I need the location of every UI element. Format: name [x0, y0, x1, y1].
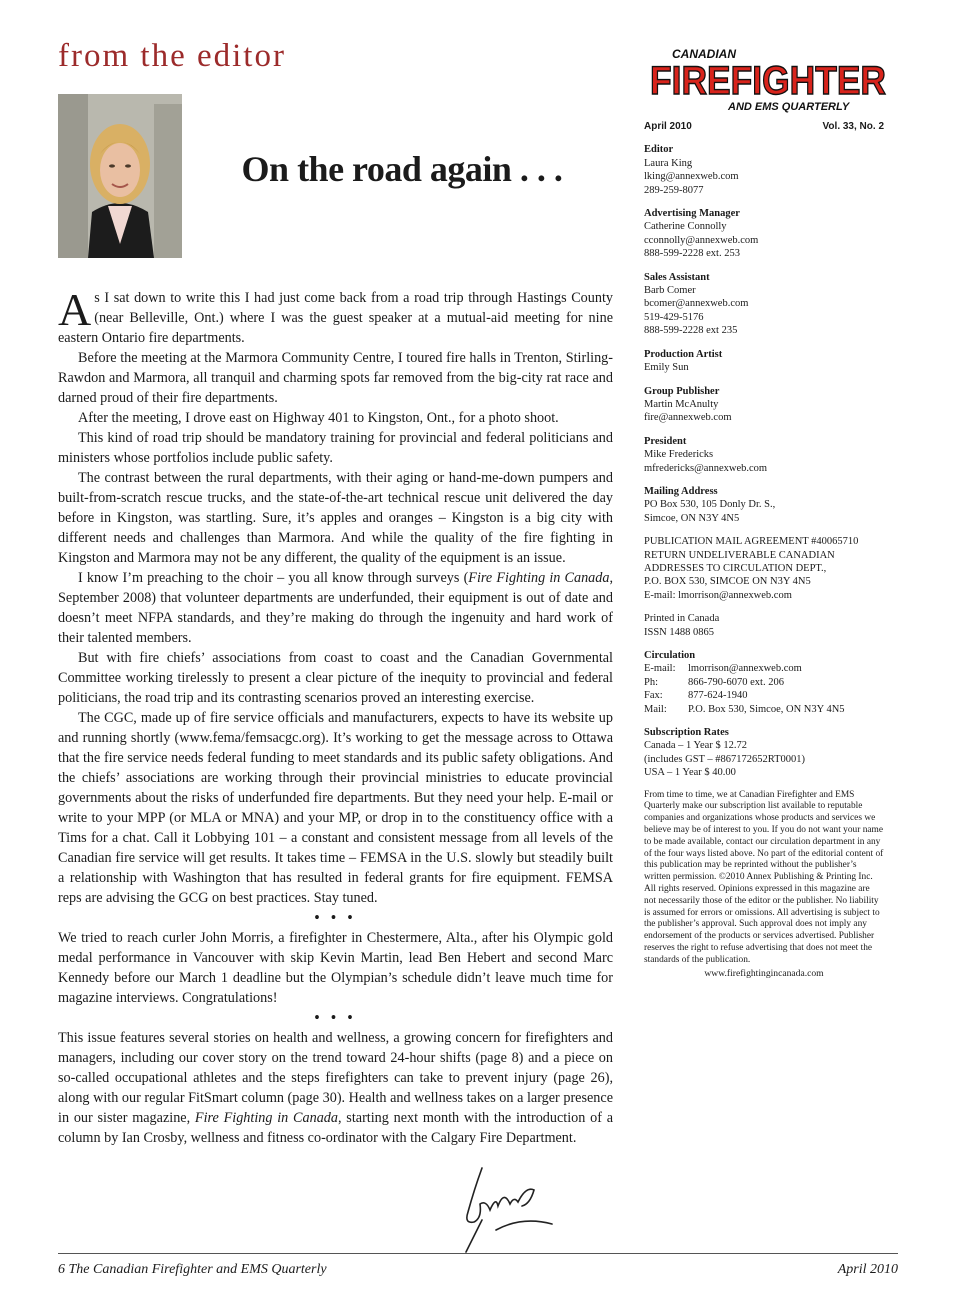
- masthead-disclaimer: From time to time, we at Canadian Firefighter and EMS Quarterly make our subscription list available to reputable companies and organizations whose products and services we believe may be of interest to you. If you do not want your name to be made available, contact our circulation department in any of the four ways listed above. No part of the editorial content of this publication may be reprinted without the publisher’s written permission. ©2010 Annex Publishing & Printing Inc. All rights reserved. Opinions expressed in this magazine are not necessarily those of the editor or the publisher. No liability is assumed for errors or omissions. All advertising is subject to the publisher’s approval. Such approval does not imply any endorsement of the products or services advertised. Publisher reserves the right to refuse advertising that does not meet the standards of the publication.: [644, 789, 884, 965]
- masthead-president: President Mike Fredericks mfredericks@annexweb.com: [644, 435, 768, 474]
- masthead: [644, 120, 884, 980]
- masthead-agreement: PUBLICATION MAIL AGREEMENT #40065710 RETURN UNDELIVERABLE CANADIAN ADDRESSES TO CIRCULATION DEPT., P.O. BOX 530, SIMCOE ON N3Y 4N5 E-mail: lmorrison@annexweb.com: [644, 536, 859, 601]
- article-paragraph: This issue features several stories on health and wellness, a growing concern for firefighters and managers, including our cover story on the trend toward 24-hour shifts (page 8) and a piece on so-called occupational athletes and the steps firefighters can take to prevent injury (page 26), along with our regular FitSmart column (page 30). Health and wellness takes on a larger presence in our sister magazine, Fire Fighting in Canada, starting next month with the introduction of a column by Ian Crosby, wellness and fitness co-ordinator with the Calgary Fire Department.: [58, 1030, 614, 1146]
- footer-rule: [58, 1253, 898, 1254]
- article-paragraph: We tried to reach curler John Morris, a firefighter in Chestermere, Alta., after his Olympic gold medal performance in Vancouver with skip Kevin Martin, lead Ben Hebert and second Marc Kennedy before our March 1 deadline but the Olympian’s schedule didn’t leave much time for magazine interviews. Congratulations!: [58, 930, 613, 1006]
- masthead-editor: Editor Laura King lking@annexweb.com 289-259-8077: [644, 144, 739, 196]
- section-title: from the editor: [58, 38, 286, 74]
- magazine-logo: [646, 44, 890, 116]
- firefighter-logo-icon: [646, 44, 890, 116]
- svg-text:AND EMS QUARTERLY: AND EMS QUARTERLY: [728, 101, 850, 113]
- article-paragraph: But with fire chiefs’ associations from coast to coast and the Canadian Governmental Committee working tirelessly to present a clear picture of the inequity to provincial and federal politicians, the road trip and its contrasting scenarios proved an interesting exercise.: [58, 650, 613, 706]
- section-separator: • • •: [314, 1010, 357, 1026]
- article-paragraph: The contrast between the rural departments, with their aging or hand-me-down pumpers and built-from-scratch rescue trucks, and the state-of-the-art technical rescue unit delivered the day before in Kingston, was startling. Sure, it’s apples and oranges – Kingston is a big city with different needs and challenges than Marmora. And while the quality of the fire fighting in Kingston and Marmora may not be any different, the quality of the equipment is an issue.: [58, 470, 613, 566]
- article-body: [58, 284, 614, 1148]
- masthead-mailing: Mailing Address PO Box 530, 105 Donly Dr. S., Simcoe, ON N3Y 4N5: [644, 485, 776, 524]
- article-paragraph: This kind of road trip should be mandatory training for provincial and federal politicians and ministers whose portfolios include public safety.: [58, 430, 613, 466]
- masthead-subscription: Subscription Rates Canada – 1 Year $ 12.72 (includes GST – #867172652RT0001) USA – 1 Year $ 40.00: [644, 727, 806, 779]
- masthead-publisher: Group Publisher Martin McAnulty fire@annexweb.com: [644, 385, 732, 424]
- article-paragraph: Before the meeting at the Marmora Community Centre, I toured fire halls in Trenton, Stirling-Rawdon and Marmora, all tranquil and charming spots far removed from the big-city rat race and darned proud of their fire departments.: [58, 350, 613, 406]
- article-paragraph: After the meeting, I drove east on Highway 401 to Kingston, Ont., for a photo shoot.: [78, 410, 559, 426]
- article-paragraph: As I sat down to write this I had just come back from a road trip through Hastings County (near Belleville, Ont.) where I was the guest speaker at a mutual-aid meeting for nine eastern Ontario fire departments.: [58, 284, 613, 346]
- masthead-printed: Printed in Canada ISSN 1488 0865: [644, 613, 720, 638]
- drop-cap: A: [58, 284, 92, 335]
- signature-icon: [452, 1160, 572, 1255]
- website-link[interactable]: www.firefightingincanada.com: [704, 967, 824, 979]
- article-headline: On the road again . . .: [241, 149, 563, 189]
- footer-folio: 6 The Canadian Firefighter and EMS Quarterly: [58, 1262, 327, 1277]
- editor-photo: [58, 94, 182, 258]
- issue-info: [644, 120, 884, 133]
- editor-signature: [452, 1160, 572, 1255]
- article-paragraph: The CGC, made up of fire service officials and manufacturers, expects to have its website up and running shortly (www.fema/femsacgc.org). It’s working to get the message across to Ottawa that the fire service needs federal funding to meet standards and its public safety obligations. And the chiefs’ associations are working through their provincial ministries to educate provincial governments about the risks of underfunded fire departments. But they need your help. E-mail or write to your MPP (or MLA or MNA) and your MP, or drop in to the constituency office with a Tims for a chat. Call it Lobbying 101 – a constant and consistent message from all levels of the Canadian fire service will get results. It takes time – FEMSA in the U.S. slowly but steadily built a relationship with Washington that has resulted in federal grants for fire equipment. FEMSA reps are advising the GCG on best practices. Stay tuned.: [58, 710, 613, 906]
- svg-text:CANADIAN: CANADIAN: [672, 47, 736, 61]
- issue-date: April 2010: [644, 121, 692, 132]
- masthead-circulation: Circulation E-mail: lmorrison@annexweb.com Ph: 866-790-6070 ext. 206 Fax: 877-624-1940 Mail: P.O. Box 530, Simcoe, ON N3Y 4N5: [644, 650, 845, 715]
- article-paragraph: I know I’m preaching to the choir – you all know through surveys (Fire Fighting in Canada, September 2008) that volunteer departments are underfunded, their equipment is out of date and doesn’t meet NFPA standards, and they’re making do through the ingenuity and hard work of their talented members.: [58, 570, 613, 646]
- masthead-ad-manager: Advertising Manager Catherine Connolly cconnolly@annexweb.com 888-599-2228 ext. 253: [644, 208, 759, 260]
- masthead-production: Production Artist Emily Sun: [644, 348, 723, 374]
- masthead-sales: Sales Assistant Barb Comer bcomer@annexweb.com 519-429-5176 888-599-2228 ext 235: [644, 271, 749, 337]
- issue-volume: Vol. 33, No. 2: [822, 121, 884, 132]
- editor-portrait-icon: [58, 94, 182, 258]
- footer-date: April 2010: [837, 1262, 898, 1277]
- section-separator: • • •: [314, 910, 357, 926]
- svg-text:FIREFIGHTER: FIREFIGHTER: [650, 59, 887, 103]
